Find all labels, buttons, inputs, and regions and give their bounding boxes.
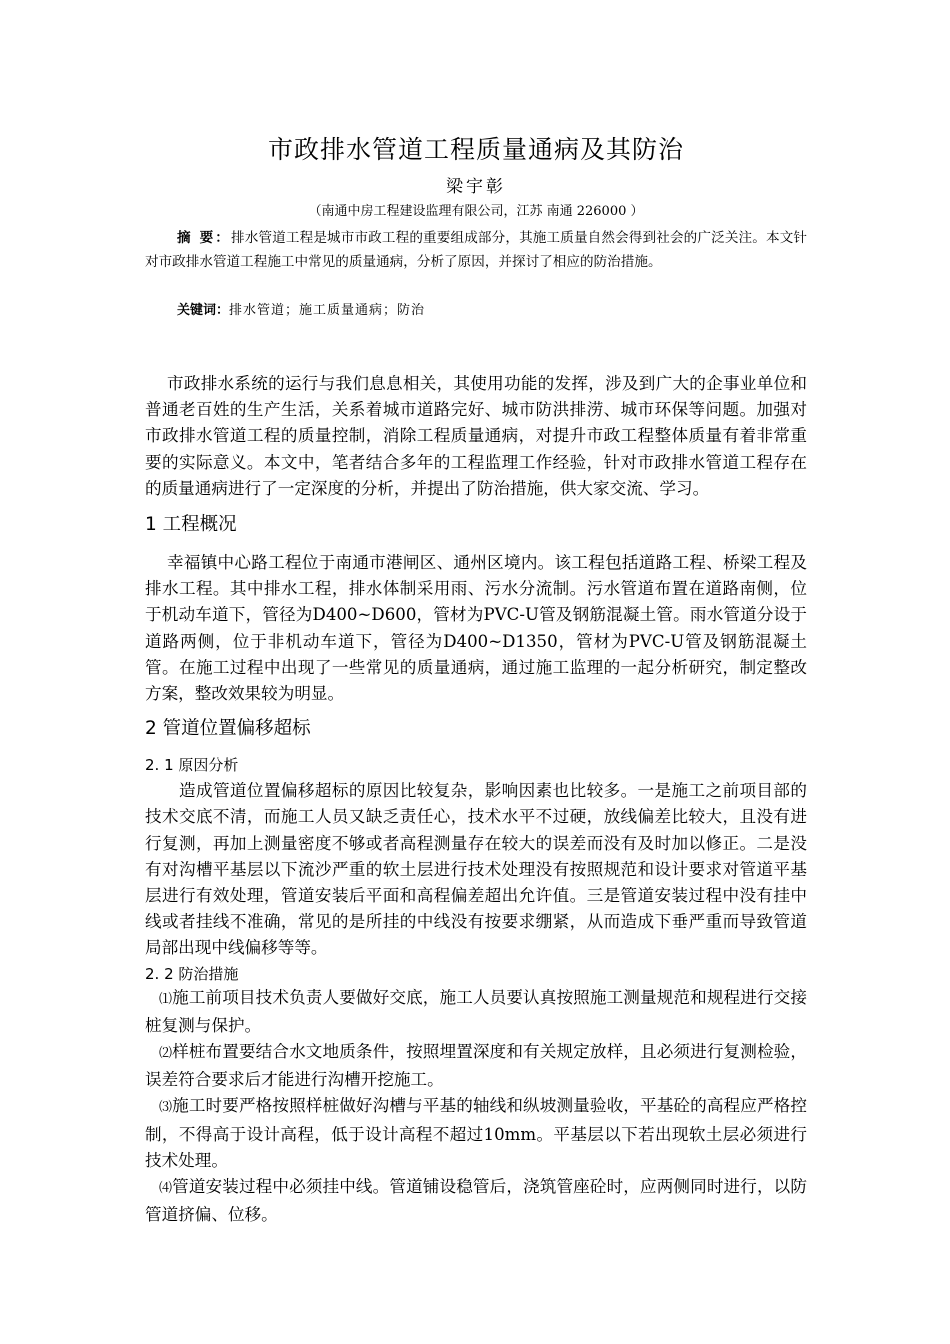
- subsection-2-1-heading: 2. 1 原因分析: [145, 756, 239, 775]
- author-name: 梁宇彰: [446, 177, 506, 197]
- keywords-label: 关键词：: [177, 303, 230, 318]
- item-number: ⑷: [159, 1181, 173, 1197]
- item-text: 施工时要严格按照样桩做好沟槽与平基的轴线和纵坡测量验收，平基砼的高程应严格控制，不得高于设计高程，低于设计高程不超过10mm。平基层以下若出现软土层必须进行技术处理。: [145, 1096, 807, 1170]
- measure-item-3: [145, 1093, 807, 1174]
- item-text: 施工前项目技术负责人要做好交底，施工人员要认真按照施工测量规范和规程进行交接桩复测与保护。: [145, 987, 807, 1035]
- abstract-text: 排水管道工程是城市市政工程的重要组成部分，其施工质量自然会得到社会的广泛关注。本文针对市政排水管道工程施工中常见的质量通病，分析了原因，并探讨了相应的防治措施。: [145, 230, 808, 270]
- measure-item-4: [145, 1174, 807, 1228]
- keywords: [177, 300, 807, 322]
- measure-item-2: [145, 1039, 807, 1093]
- affiliation: （南通中房工程建设监理有限公司，江苏 南通 226000 ）: [308, 204, 644, 219]
- document-page: [145, 0, 807, 1344]
- item-number: ⑴: [159, 991, 173, 1007]
- item-number: ⑶: [159, 1100, 173, 1116]
- keywords-text: 排水管道；施工质量通病；防治: [229, 303, 426, 318]
- page-title: 市政排水管道工程质量通病及其防治: [267, 135, 684, 164]
- subsection-2-1-paragraph: 造成管道位置偏移超标的原因比较复杂，影响因素也比较多。一是施工之前项目部的技术交底不清，而施工人员又缺乏责任心，技术水平不过硬，放线偏差比较大，且没有进行复测，再加上测量密度不够或者高程测量存在较大的误差而没有及时加以修正。二是没有对沟槽平基层以下流沙严重的软土层进行技术处理没有按照规范和设计要求对管道平基层进行有效处理，管道安装后平面和高程偏差超出允许值。三是管道安装过程中没有挂中线或者挂线不准确，常见的是所挂的中线没有按要求绷紧，从而造成下垂严重而导致管道局部出现中线偏移等等。: [145, 781, 807, 958]
- item-text: 管道安装过程中必须挂中线。管道铺设稳管后，浇筑管座砼时，应两侧同时进行，以防管道挤偏、位移。: [145, 1177, 807, 1225]
- abstract: [145, 226, 807, 274]
- subsection-2-2-heading: 2. 2 防治措施: [145, 964, 239, 983]
- measure-item-1: [145, 985, 807, 1039]
- section-1-paragraph: 幸福镇中心路工程位于南通市港闸区、通州区境内。该工程包括道路工程、桥梁工程及排水工程。其中排水工程，排水体制采用雨、污水分流制。污水管道布置在道路南侧，位于机动车道下，管径为D400~D600，管材为PVC-U管及钢筋混凝土管。雨水管道分设于道路两侧，位于非机动车道下，管径为D400~D1350，管材为PVC-U管及钢筋混凝土管。在施工过程中出现了一些常见的质量通病，通过施工监理的一起分析研究，制定整改方案，整改效果较为明显。: [145, 553, 807, 704]
- intro-paragraph: 市政排水系统的运行与我们息息相关，其使用功能的发挥，涉及到广大的企事业单位和普通老百姓的生产生活，关系着城市道路完好、城市防洪排涝、城市环保等问题。加强对市政排水管道工程的质量控制，消除工程质量通病，对提升市政工程整体质量有着非常重要的实际意义。本文中，笔者结合多年的工程监理工作经验，针对市政排水管道工程存在的质量通病进行了一定深度的分析，并提出了防治措施，供大家交流、学习。: [145, 374, 807, 498]
- item-number: ⑵: [159, 1046, 173, 1062]
- section-2-heading: 2 管道位置偏移超标: [145, 718, 311, 740]
- abstract-label: 摘 要：: [177, 230, 232, 246]
- item-text: 样桩布置要结合水文地质条件，按照埋置深度和有关规定放样，且必须进行复测检验，误差符合要求后才能进行沟槽开挖施工。: [145, 1042, 807, 1090]
- article-body: [145, 371, 807, 1228]
- section-1-heading: 1 工程概况: [145, 514, 237, 536]
